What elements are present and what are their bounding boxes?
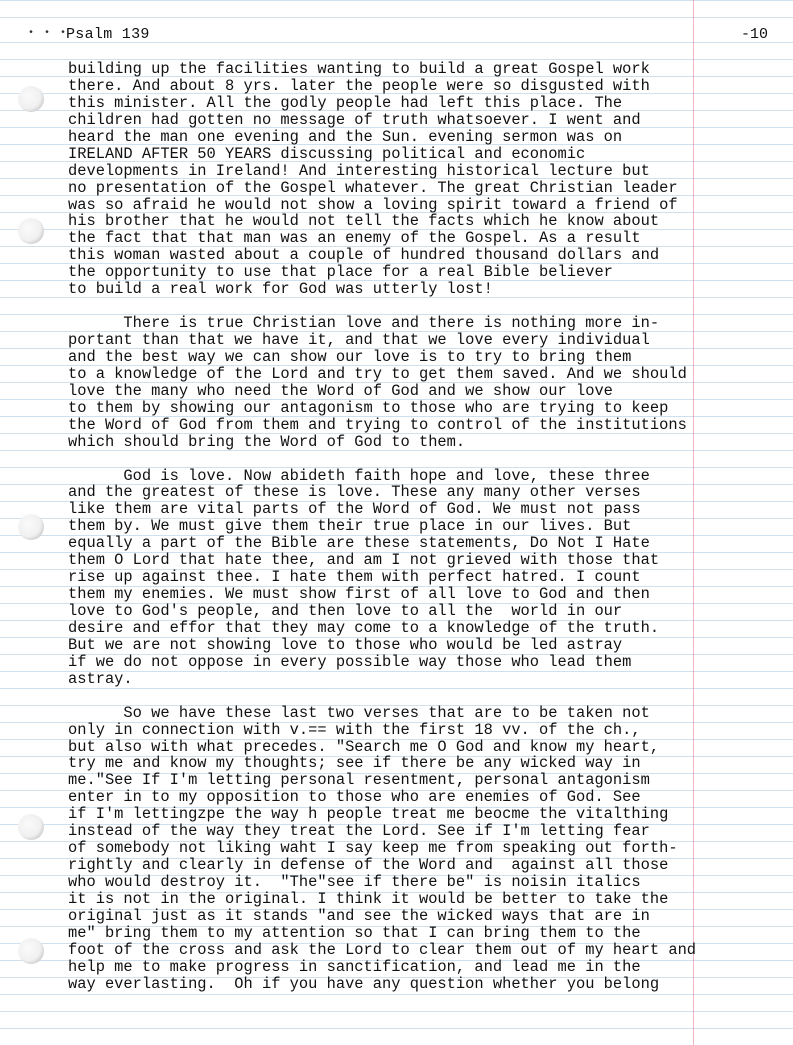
text-line: rightly and clearly in defense of the Word and against all those — [68, 856, 669, 875]
typed-body-text — [68, 61, 768, 993]
page-title: Psalm 139 — [66, 26, 150, 43]
text-line: try me and know my thoughts; see if there be any wicked way in — [68, 754, 641, 773]
text-line: if I'm lettingzpe the way h people treat me beocme the vitalthing — [68, 805, 669, 824]
text-line: children had gotten no message of truth whatsoever. I went and — [68, 110, 641, 129]
text-line: his brother that he would not tell the facts which he know about — [68, 212, 660, 231]
text-line: love the many who need the Word of God and we show our love — [68, 381, 613, 400]
text-line: if we do not oppose in every possible way those who lead them — [68, 652, 632, 671]
text-line: desire and effor that they may come to a knowledge of the truth. — [68, 618, 660, 637]
header-marks: • • • — [28, 28, 69, 39]
text-line: So we have these last two verses that are to be taken not — [68, 703, 650, 722]
text-line: portant than that we have it, and that we love every individual — [68, 331, 650, 349]
binder-hole-5 — [18, 938, 44, 964]
text-line: instead of the way they treat the Lord. See if I'm letting fear — [68, 822, 650, 841]
text-line: love to God's people, and then love to all the world in our — [68, 602, 623, 620]
text-line: there. And about 8 yrs. later the people were so disgusted with — [68, 76, 650, 95]
binder-hole-2 — [18, 218, 44, 244]
text-line: enter in to my opposition to those who are enemies of God. See — [68, 788, 641, 807]
binder-hole-4 — [18, 814, 44, 840]
text-line: and the best way we can show our love is to try to bring them — [68, 347, 632, 366]
text-line: this woman wasted about a couple of hundred thousand dollars and — [68, 246, 660, 265]
text-line: heard the man one evening and the Sun. evening sermon was on — [68, 127, 623, 146]
text-line: developments in Ireland! And interesting historical lecture but — [68, 161, 650, 180]
text-line: the fact that that man was an enemy of the Gospel. As a result — [68, 229, 641, 248]
text-line: IRELAND AFTER 50 YEARS discussing political and economic — [68, 144, 586, 163]
text-line: like them are vital parts of the Word of God. We must not pass — [68, 500, 641, 519]
text-line: who would destroy it. "The"see if there be" is noisin italics — [68, 873, 641, 891]
text-line: of somebody not liking waht I say keep me from speaking out forth- — [68, 839, 678, 858]
binder-hole-1 — [18, 86, 44, 112]
text-line: to them by showing our antagonism to those who are trying to keep — [68, 398, 669, 417]
text-line: only in connection with v.== with the first 18 vv. of the ch., — [68, 720, 641, 739]
text-line: which should bring the Word of God to them. — [68, 432, 466, 451]
text-line: me" bring them to my attention so that I can bring them to the — [68, 923, 641, 942]
page-number: -10 — [741, 26, 769, 43]
text-line: this minister. All the godly people had left this place. The — [68, 93, 623, 112]
text-line: but also with what precedes. "Search me O God and know my heart, — [68, 737, 660, 756]
text-line: to build a real work for God was utterly lost! — [68, 280, 493, 299]
text-line: them my enemies. We must show first of all love to God and then — [68, 585, 650, 604]
text-line: me."See If I'm letting personal resentment, personal antagonism — [68, 771, 650, 790]
text-line: the Word of God from them and trying to control of the institutions — [68, 415, 687, 434]
text-line: astray. — [68, 669, 133, 688]
text-line: equally a part of the Bible are these statements, Do Not I Hate — [68, 534, 650, 553]
text-line: help me to make progress in sanctification, and lead me in the — [68, 957, 641, 976]
text-line: God is love. Now abideth faith hope and love, these three — [68, 466, 650, 485]
text-line: way everlasting. Oh if you have any question whether you belong — [68, 974, 660, 993]
text-line: But we are not showing love to those who would be led astray — [68, 635, 623, 654]
text-line: the opportunity to use that place for a real Bible believer — [68, 263, 613, 282]
paragraph-gap — [68, 688, 768, 705]
text-line: and the greatest of these is love. These any many other verses — [68, 483, 641, 502]
text-line: rise up against thee. I hate them with perfect hatred. I count — [68, 568, 641, 587]
text-line: original just as it stands "and see the wicked ways that are in — [68, 906, 650, 925]
text-line: foot of the cross and ask the Lord to clear them out of my heart and — [68, 940, 697, 959]
text-line: them by. We must give them their true place in our lives. But — [68, 517, 632, 536]
text-line: no presentation of the Gospel whatever. The great Christian leader — [68, 178, 678, 197]
text-line: to a knowledge of the Lord and try to get them saved. And we should — [68, 364, 687, 383]
text-line: was so afraid he would not show a loving spirit toward a friend of — [68, 195, 678, 214]
paragraph-gap — [68, 298, 768, 315]
text-line: it is not in the original. I think it would be better to take the — [68, 889, 669, 908]
text-line: There is true Christian love and there is nothing more in- — [68, 314, 660, 333]
text-line: building up the facilities wanting to build a great Gospel work — [68, 60, 650, 78]
text-line: them O Lord that hate thee, and am I not grieved with those that — [68, 551, 660, 570]
paragraph-gap — [68, 451, 768, 468]
binder-hole-3 — [18, 514, 44, 540]
